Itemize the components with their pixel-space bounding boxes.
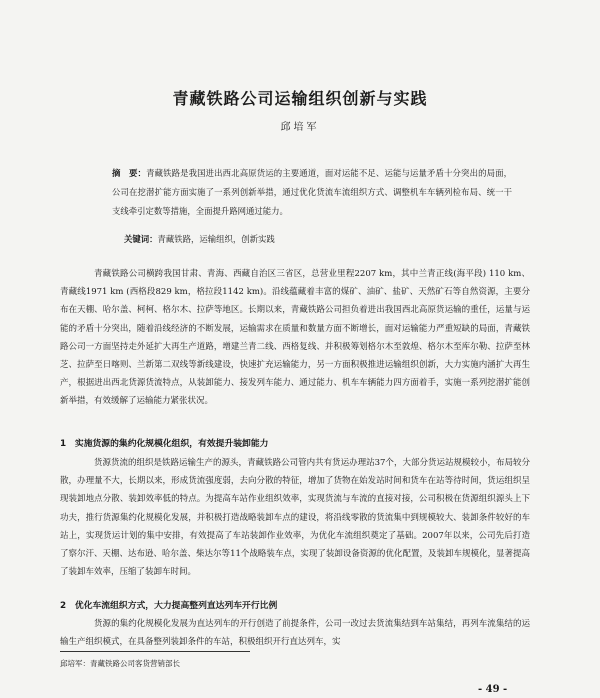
- body-paragraph-section-2: 货源的集约化规模化发展为直达列车的开行创造了前提条件，公司一改过去货流集结到车站集结，再列车流集结的运输生产组织模式，在具备整列装卸条件的车站，积极组织开行直达列车，实: [60, 619, 530, 648]
- keywords-text: 青藏铁路，运输组织，创新实践: [157, 234, 275, 244]
- page-number: - 49 -: [478, 684, 508, 695]
- abstract-text: 青藏铁路是我国进出西北高原货运的主要通道，面对运能不足、运能与运量矛盾十分突出的局面，公司在挖潜扩能方面实施了一系列创新举措，通过优化货流车流组织方式、调整机车车辆列检布局、统一干支线牵引定数等措施，全面提升路网通过能力。: [112, 168, 513, 216]
- keywords-label: 关键词：: [124, 234, 158, 244]
- body-paragraph-intro: 青藏铁路公司横跨我国甘肃、青海、西藏自治区三省区，总营业里程2207 km，其中兰青正线(海平段) 110 km、青藏线1971 km (西格段829 km，格拉段1142 km)。沿线蕴藏着丰富的煤矿、油矿、盐矿、天然矿石等自然资源，主要分布在天棚、哈尔盖、柯柯、格尔木、拉萨等地区。长期以来，青藏铁路公司担负着进出我国西北高原货运输的重任，运量与运能的矛盾十分突出，随着沿线经济的不断发展，运输需求在质量和数量方面不断增长，面对运输能力严重短缺的局面，青藏铁路公司一方面坚持走外延扩大再生产道路，增建兰青二线、西格复线、并积极筹划格尔木至敦煌、格尔木至库尔勒、拉萨至林芝、拉萨至日喀则、兰新第二双线等新线建设，快速扩充运输能力，另一方面积极推进运输组织创新，大力实施内涵扩大再生产，根据进出西北货源货流特点，从装卸能力、接发列车能力、通过能力、机车车辆能力四方面着手，实施一系列挖潜扩能创新举措，有效缓解了运输能力紧张状况。: [60, 269, 530, 407]
- abstract-label: 摘 要：: [112, 168, 147, 178]
- abstract: [112, 164, 512, 221]
- paper-title: 青藏铁路公司运输组织创新与实践: [172, 88, 428, 108]
- author-name: 邱培军: [280, 122, 320, 133]
- body-paragraph-section-1: 货源货流的组织是铁路运输生产的源头，青藏铁路公司管内共有货运办理站37个，大部分货运站规模较小，布局较分散，办理量不大，长期以来，形成货流强度弱，去向分散的特征，增加了货物在始发站时间和货车在站等待时间，货运组织呈现装卸地点分散、装卸效率低的特点。为提高车站作业组织效率，实现货流与车流的直接对接，公司积极在货源组织源头上下功夫，推行货源集约化规模化发展，并积极打造战略装卸车点的建设，将沿线零散的货流集中到规模较大、装卸条件较好的车站上，实现货运计划的集中安排，有效提高了车站装卸作业效率，为优化车流组织奠定了基础。2007年以来，公司先后打造了察尔汗、天棚、达布逊、哈尔盖、柴达尔等11个战略装车点，实现了装卸设备资源的优化配置，及装卸车规模化，显著提高了装卸车效率，压缩了装卸车时间。: [60, 458, 530, 578]
- footnote-divider: [60, 651, 250, 652]
- keywords: [124, 233, 504, 245]
- section-heading-1: 1 实施货源的集约化规模化组织，有效提升装卸能力: [60, 439, 269, 449]
- section-heading-2: 2 优化车流组织方式，大力提高整列直达列车开行比例: [60, 601, 278, 611]
- author-footnote: 邱培军：青藏铁路公司客货营销部长: [60, 659, 180, 668]
